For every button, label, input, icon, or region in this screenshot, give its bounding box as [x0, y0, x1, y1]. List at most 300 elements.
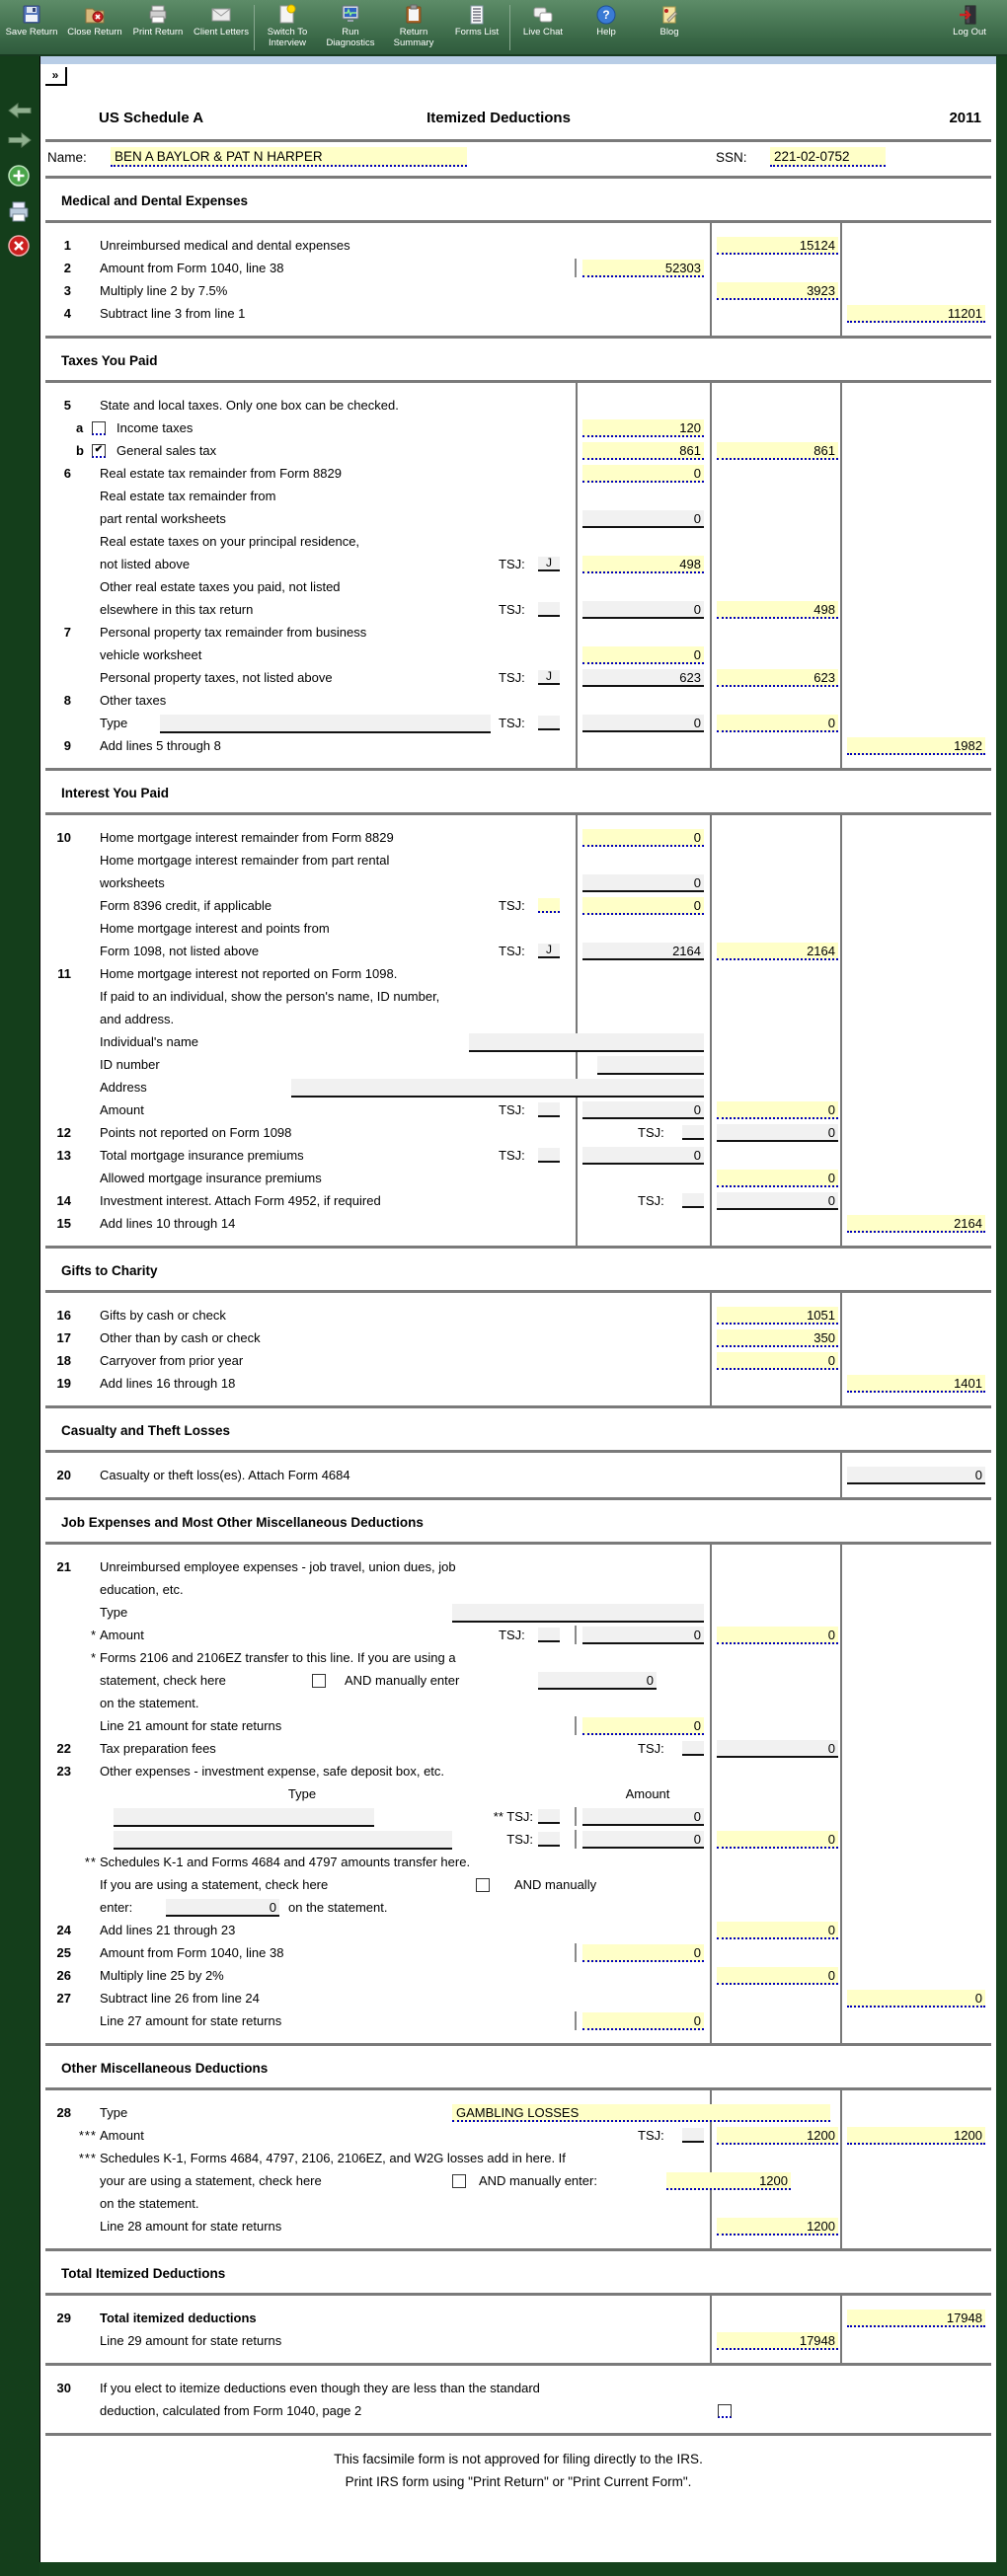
- amount-field[interactable]: 120: [582, 419, 704, 437]
- line-11-cont: [45, 1099, 991, 1122]
- clipboard-icon: [403, 3, 425, 27]
- tsj-label: TSJ:: [499, 1148, 525, 1163]
- line-8: [45, 690, 991, 713]
- line-10: [45, 827, 991, 850]
- facsimile-notice: [45, 2436, 991, 2493]
- toolbar-separator: [254, 5, 255, 50]
- line-label: Multiply line 25 by 2%: [100, 1968, 224, 1983]
- expense-type-input[interactable]: [452, 1604, 704, 1623]
- help-button[interactable]: [575, 3, 638, 52]
- amount-field[interactable]: 861: [582, 442, 704, 460]
- line-label: Add lines 21 through 23: [100, 1923, 236, 1937]
- line-28-note: [45, 2193, 991, 2216]
- elect-itemize-checkbox[interactable]: [718, 2404, 732, 2418]
- line-10-cont: [45, 941, 991, 963]
- line-letter: a: [76, 420, 84, 435]
- client-letters-button[interactable]: [190, 3, 253, 52]
- footnote-marker: *: [90, 1628, 97, 1642]
- line-21-note: [45, 1693, 991, 1715]
- line-label: part rental worksheets: [100, 511, 226, 526]
- line-label: Total mortgage insurance premiums: [100, 1148, 304, 1163]
- forward-icon[interactable]: [7, 131, 33, 154]
- line-number: 3: [63, 283, 71, 298]
- tsj-box[interactable]: [538, 602, 560, 617]
- line-8-cont: [45, 713, 991, 735]
- button-label: Close Return: [67, 27, 122, 38]
- amount-field[interactable]: 0: [717, 1352, 838, 1370]
- name-row: [45, 142, 991, 176]
- note-text: AND manually enter: [345, 1673, 460, 1688]
- button-label: Switch To Interview: [267, 27, 308, 48]
- line-30: [45, 2378, 991, 2400]
- line-label: deduction, calculated from Form 1040, page 2: [100, 2403, 362, 2418]
- tsj-box[interactable]: [682, 2128, 704, 2143]
- line-label: worksheets: [100, 875, 165, 890]
- tsj-box[interactable]: [538, 1832, 560, 1847]
- section-interest: [45, 815, 991, 1246]
- return-summary-button[interactable]: [382, 3, 445, 52]
- total-field[interactable]: 17948: [847, 2310, 985, 2327]
- calculated-field[interactable]: 0: [847, 1467, 985, 1484]
- tsj-label: TSJ:: [499, 557, 525, 571]
- form-subtitle: Itemized Deductions: [426, 110, 571, 126]
- line-21-cont: [45, 1602, 991, 1625]
- diagnostics-icon: [340, 3, 361, 27]
- line-number: 10: [56, 830, 71, 845]
- tsj-label: TSJ:: [506, 1832, 533, 1847]
- line-9: [45, 735, 991, 758]
- close-icon[interactable]: [7, 234, 31, 263]
- amount-field[interactable]: 861: [717, 442, 838, 460]
- line-label: Line 27 amount for state returns: [100, 2013, 282, 2028]
- note-text: on the statement.: [100, 2196, 199, 2211]
- line-label: Amount: [100, 1628, 144, 1642]
- calculated-field[interactable]: 0: [582, 874, 704, 892]
- amount-field[interactable]: 0: [717, 1170, 838, 1187]
- line-24: [45, 1920, 991, 1942]
- line-number: 24: [56, 1923, 71, 1937]
- section-title-medical: Medical and Dental Expenses: [61, 193, 249, 208]
- print-icon[interactable]: [7, 200, 31, 229]
- tsj-label: TSJ:: [499, 716, 525, 730]
- save-icon: [21, 3, 42, 27]
- manual-entry-field[interactable]: 1200: [666, 2172, 791, 2190]
- line-label: Line 28 amount for state returns: [100, 2219, 282, 2234]
- calculated-field[interactable]: 0: [582, 1101, 704, 1119]
- line-21-cont: [45, 1625, 991, 1647]
- tsj-box[interactable]: [538, 1628, 560, 1642]
- statement-checkbox[interactable]: [312, 1674, 326, 1688]
- line-10-cont: [45, 918, 991, 941]
- note-text: your are using a statement, check here: [100, 2173, 322, 2188]
- note-text: Forms 2106 and 2106EZ transfer to this line. If you are using a: [100, 1650, 456, 1665]
- live-chat-button[interactable]: [511, 3, 575, 52]
- line-label: Amount from Form 1040, line 38: [100, 261, 284, 275]
- line-number: 9: [63, 738, 71, 753]
- line-label: Personal property tax remainder from business: [100, 625, 367, 640]
- line-label: General sales tax: [116, 443, 217, 458]
- id-number-input[interactable]: [597, 1056, 704, 1075]
- amount-field[interactable]: 17948: [717, 2332, 838, 2350]
- line-label: Add lines 5 through 8: [100, 738, 221, 753]
- line-label: Investment interest. Attach Form 4952, if required: [100, 1193, 381, 1208]
- amount-field[interactable]: 498: [717, 601, 838, 619]
- tsj-label: TSJ:: [499, 602, 525, 617]
- line-28-cont: [45, 2125, 991, 2148]
- amount-field[interactable]: 0: [582, 1717, 704, 1735]
- calculated-field[interactable]: 0: [582, 1627, 704, 1644]
- form-year: 2011: [949, 110, 981, 126]
- line-21-cont: [45, 1579, 991, 1602]
- note-text: Schedules K-1, Forms 4684, 4797, 2106, 2106EZ, and W2G losses add in here. If: [100, 2151, 566, 2165]
- line-label: Other real estate taxes you paid, not listed: [100, 579, 341, 594]
- line-number: 15: [56, 1216, 71, 1231]
- line-number: 22: [56, 1741, 71, 1756]
- total-field[interactable]: 1200: [847, 2127, 985, 2145]
- section-gifts: [45, 1293, 991, 1405]
- button-label: Return Summary: [393, 27, 434, 48]
- switch-to-interview-button[interactable]: [256, 3, 319, 52]
- total-field[interactable]: 1401: [847, 1375, 985, 1393]
- calculated-field[interactable]: 0: [582, 1147, 704, 1165]
- button-label: Run Diagnostics: [326, 27, 375, 48]
- line-label: Type: [100, 716, 128, 730]
- line-6-cont: [45, 531, 991, 554]
- amount-field[interactable]: 1200: [717, 2218, 838, 2235]
- logout-icon: [959, 3, 980, 27]
- line-10-cont: [45, 895, 991, 918]
- forms-list-icon: [466, 3, 488, 27]
- tsj-box[interactable]: J: [538, 944, 560, 958]
- line-28-note: [45, 2170, 991, 2193]
- back-icon[interactable]: [7, 102, 33, 124]
- line-10-cont: [45, 872, 991, 895]
- amount-column-header: Amount: [625, 1786, 670, 1801]
- field-bar: [575, 1807, 577, 1826]
- section-title-gifts: Gifts to Charity: [61, 1263, 158, 1278]
- line-5: [45, 395, 991, 417]
- calculated-field[interactable]: 0: [717, 1192, 838, 1210]
- calculated-field[interactable]: 0: [582, 715, 704, 732]
- note-text: AND manually enter:: [479, 2173, 597, 2188]
- button-label: Log Out: [953, 27, 986, 38]
- line-number: 27: [56, 1991, 71, 2006]
- line-number: 6: [63, 466, 71, 481]
- line-25: [45, 1942, 991, 1965]
- line-17: [45, 1327, 991, 1350]
- line-22: [45, 1738, 991, 1761]
- toolbar-separator: [509, 5, 510, 50]
- line-15: [45, 1213, 991, 1236]
- line-label: Other expenses - investment expense, safe deposit box, etc.: [100, 1764, 445, 1779]
- line-19: [45, 1373, 991, 1396]
- amount-field[interactable]: 0: [717, 715, 838, 732]
- footnote-marker: ***: [78, 2151, 97, 2165]
- calculated-field[interactable]: 623: [582, 669, 704, 687]
- amount-field[interactable]: 0: [717, 1922, 838, 1939]
- line-label: ID number: [100, 1057, 160, 1072]
- name-field[interactable]: BEN A BAYLOR & PAT N HARPER: [111, 147, 467, 167]
- line-number: 23: [56, 1764, 71, 1779]
- tsj-label: TSJ:: [638, 1741, 664, 1756]
- line-18: [45, 1350, 991, 1373]
- line-letter: b: [76, 443, 84, 458]
- line-number: 7: [63, 625, 71, 640]
- misc-deduction-type-field[interactable]: GAMBLING LOSSES: [452, 2104, 830, 2122]
- line-7: [45, 622, 991, 644]
- schedule-a-form: [45, 110, 991, 2493]
- statement-checkbox[interactable]: [452, 2174, 466, 2188]
- amount-field[interactable]: 0: [582, 1944, 704, 1962]
- tsj-label: TSJ:: [638, 2128, 664, 2143]
- section-medical: [45, 223, 991, 336]
- line-label: Unreimbursed medical and dental expenses: [100, 238, 350, 253]
- section-title-other: Other Miscellaneous Deductions: [61, 2061, 269, 2076]
- other-tax-type-input[interactable]: [160, 715, 491, 733]
- amount-field[interactable]: 0: [717, 1627, 838, 1644]
- printer-icon: [147, 3, 169, 27]
- line-label: Real estate tax remainder from: [100, 489, 276, 503]
- line-label: Unreimbursed employee expenses - job travel, union dues, job: [100, 1559, 456, 1574]
- line-label: Multiply line 2 by 7.5%: [100, 283, 228, 298]
- line-label: education, etc.: [100, 1582, 184, 1597]
- line-6-cont: [45, 554, 991, 576]
- line-11-cont: [45, 1009, 991, 1031]
- calculated-field[interactable]: 0: [582, 510, 704, 528]
- footnote-marker: ***: [78, 2128, 97, 2143]
- tsj-label: TSJ:: [499, 1102, 525, 1117]
- add-icon[interactable]: [7, 164, 31, 192]
- close-return-button[interactable]: [63, 3, 126, 52]
- blog-button[interactable]: [638, 3, 701, 52]
- section-taxes: [45, 383, 991, 768]
- field-bar: [575, 1943, 577, 1962]
- save-return-button[interactable]: [0, 3, 63, 52]
- line-11-cont: [45, 986, 991, 1009]
- line-number: 4: [63, 306, 71, 321]
- amount-field[interactable]: 0: [582, 646, 704, 664]
- line-23-note: [45, 1897, 991, 1920]
- amount-field[interactable]: 623: [717, 669, 838, 687]
- tsj-label: TSJ:: [638, 1193, 664, 1208]
- line-26: [45, 1965, 991, 1988]
- amount-field[interactable]: 0: [582, 897, 704, 915]
- close-folder-icon: [84, 3, 106, 27]
- footnote-marker: **: [84, 1855, 97, 1869]
- section-total: [45, 2296, 991, 2363]
- calculated-field[interactable]: 0: [582, 1808, 704, 1826]
- button-label: Help: [596, 27, 616, 38]
- log-out-button[interactable]: [938, 3, 1001, 52]
- notice-line-1: This facsimile form is not approved for filing directly to the IRS.: [334, 2452, 703, 2466]
- amount-field[interactable]: 52303: [582, 260, 704, 277]
- line-label: Line 29 amount for state returns: [100, 2333, 282, 2348]
- button-label: Blog: [659, 27, 679, 38]
- line-23-entry: [45, 1829, 991, 1852]
- calculated-field[interactable]: 2164: [582, 943, 704, 960]
- line-23-note: [45, 1874, 991, 1897]
- amount-field[interactable]: 2164: [717, 943, 838, 960]
- line-27-cont: [45, 2010, 991, 2033]
- tsj-label: TSJ:: [499, 898, 525, 913]
- other-expense-type-input[interactable]: [114, 1831, 452, 1850]
- tsj-box[interactable]: J: [538, 670, 560, 685]
- line-number: 19: [56, 1376, 71, 1391]
- line-label: Subtract line 3 from line 1: [100, 306, 246, 321]
- amount-field[interactable]: 0: [582, 2012, 704, 2030]
- total-field[interactable]: 1982: [847, 737, 985, 755]
- amount-field[interactable]: 1051: [717, 1307, 838, 1325]
- line-21-cont: [45, 1715, 991, 1738]
- line-28-note: [45, 2148, 991, 2170]
- field-bar: [575, 1626, 577, 1644]
- tsj-box[interactable]: [538, 1102, 560, 1117]
- line-10-cont: [45, 850, 991, 872]
- line-21-note: [45, 1670, 991, 1693]
- tsj-label: ** TSJ:: [493, 1809, 533, 1824]
- tsj-box[interactable]: [538, 1809, 560, 1824]
- amount-field[interactable]: 15124: [717, 237, 838, 255]
- chevrons-icon: »: [51, 68, 59, 82]
- line-label: Points not reported on Form 1098: [100, 1125, 292, 1140]
- calculated-field[interactable]: 0: [717, 1124, 838, 1142]
- type-column-header: Type: [287, 1786, 317, 1801]
- amount-field[interactable]: 0: [717, 1101, 838, 1119]
- amount-field[interactable]: 350: [717, 1329, 838, 1347]
- form-viewport: [39, 56, 996, 2562]
- ssn-field[interactable]: 221-02-0752: [770, 147, 886, 167]
- amount-field[interactable]: 0: [582, 465, 704, 483]
- tsj-box[interactable]: [682, 1193, 704, 1208]
- line-label: Subtract line 26 from line 24: [100, 1991, 260, 2006]
- tsj-box[interactable]: [682, 1125, 704, 1140]
- amount-field[interactable]: 0: [717, 1831, 838, 1849]
- section-title-total: Total Itemized Deductions: [61, 2266, 226, 2281]
- line-7-cont: [45, 667, 991, 690]
- section-title-job: Job Expenses and Most Other Miscellaneous Deductions: [61, 1515, 424, 1530]
- tsj-label: TSJ:: [499, 944, 525, 958]
- statement-checkbox[interactable]: [476, 1878, 490, 1892]
- general-sales-tax-checkbox[interactable]: ✔: [92, 444, 106, 458]
- other-expense-type-input[interactable]: [114, 1808, 374, 1827]
- calculated-field[interactable]: 0: [582, 601, 704, 619]
- line-11-cont: [45, 1054, 991, 1077]
- total-field[interactable]: 2164: [847, 1215, 985, 1233]
- line-30-cont: [45, 2400, 991, 2423]
- total-field[interactable]: 0: [847, 1990, 985, 2008]
- line-23-note: [45, 1852, 991, 1874]
- line-29-cont: [45, 2330, 991, 2353]
- button-label: Client Letters: [194, 27, 249, 38]
- line-4: [45, 303, 991, 326]
- line-20: [45, 1465, 991, 1487]
- tsj-box[interactable]: [538, 1148, 560, 1163]
- envelope-icon: [210, 3, 232, 27]
- tsj-box[interactable]: J: [538, 557, 560, 571]
- line-number: 18: [56, 1353, 71, 1368]
- line-23-entry: [45, 1806, 991, 1829]
- line-label: Home mortgage interest remainder from Form 8829: [100, 830, 394, 845]
- amount-field[interactable]: 1200: [717, 2127, 838, 2145]
- run-diagnostics-button[interactable]: [319, 3, 382, 52]
- amount-field[interactable]: 0: [717, 1967, 838, 1985]
- line-label: not listed above: [100, 557, 191, 571]
- field-bar: [575, 1830, 577, 1849]
- line-label: If you elect to itemize deductions even though they are less than the standard: [100, 2381, 540, 2395]
- line-5b: [45, 440, 991, 463]
- line-label: Form 1098, not listed above: [100, 944, 260, 958]
- line-number: 1: [63, 238, 71, 253]
- tsj-label: TSJ:: [638, 1125, 664, 1140]
- line-27: [45, 1988, 991, 2010]
- manual-entry-field[interactable]: 0: [538, 1672, 657, 1690]
- line-number: 5: [63, 398, 71, 413]
- line-label: Type: [100, 2105, 128, 2120]
- line-number: 12: [56, 1125, 71, 1140]
- note-text: AND manually: [514, 1877, 597, 1892]
- line-label: Amount from Form 1040, line 38: [100, 1945, 284, 1960]
- tsj-box[interactable]: [538, 898, 560, 913]
- expand-panel-tab[interactable]: [45, 67, 67, 86]
- forms-list-button[interactable]: [445, 3, 508, 52]
- line-label: Carryover from prior year: [100, 1353, 244, 1368]
- field-bar: [575, 1716, 577, 1735]
- total-field[interactable]: 11201: [847, 305, 985, 323]
- line-label: Individual's name: [100, 1034, 199, 1049]
- line-number: 20: [56, 1468, 71, 1482]
- line-label: Type: [100, 1605, 128, 1620]
- amount-field[interactable]: 498: [582, 556, 704, 573]
- line-label: Personal property taxes, not listed above: [100, 670, 333, 685]
- notice-line-2: Print IRS form using "Print Return" or "Print Current Form".: [345, 2474, 692, 2489]
- line-11-cont: [45, 1031, 991, 1054]
- line-6: [45, 463, 991, 486]
- address-input[interactable]: [291, 1079, 704, 1098]
- line-label: and address.: [100, 1012, 175, 1026]
- line-label: Real estate tax remainder from Form 8829: [100, 466, 342, 481]
- line-6-cont: [45, 599, 991, 622]
- tsj-box[interactable]: [682, 1741, 704, 1756]
- note-text: on the statement.: [100, 1696, 199, 1710]
- name-label: Name:: [47, 150, 87, 165]
- individuals-name-input[interactable]: [469, 1033, 704, 1052]
- line-29: [45, 2308, 991, 2330]
- calculated-field[interactable]: 0: [582, 1831, 704, 1849]
- line-21: [45, 1556, 991, 1579]
- amount-field[interactable]: 0: [582, 829, 704, 847]
- line-label: Allowed mortgage insurance premiums: [100, 1171, 322, 1185]
- chat-icon: [532, 3, 554, 27]
- line-11: [45, 963, 991, 986]
- line-label: Home mortgage interest and points from: [100, 921, 330, 936]
- manual-entry-field[interactable]: 0: [166, 1899, 279, 1917]
- line-number: 2: [63, 261, 71, 275]
- line-6-cont: [45, 486, 991, 508]
- line-5a: [45, 417, 991, 440]
- line-23-headers: [45, 1783, 991, 1806]
- line-number: 28: [56, 2105, 71, 2120]
- line-23: [45, 1761, 991, 1783]
- print-return-button[interactable]: [126, 3, 190, 52]
- amount-field[interactable]: 3923: [717, 282, 838, 300]
- calculated-field[interactable]: 0: [717, 1740, 838, 1758]
- section-other: [45, 2090, 991, 2248]
- line-number: 13: [56, 1148, 71, 1163]
- tsj-box[interactable]: [538, 716, 560, 730]
- income-taxes-checkbox[interactable]: [92, 421, 106, 435]
- line-label: Casualty or theft loss(es). Attach Form 4684: [100, 1468, 350, 1482]
- line-label: Add lines 16 through 18: [100, 1376, 236, 1391]
